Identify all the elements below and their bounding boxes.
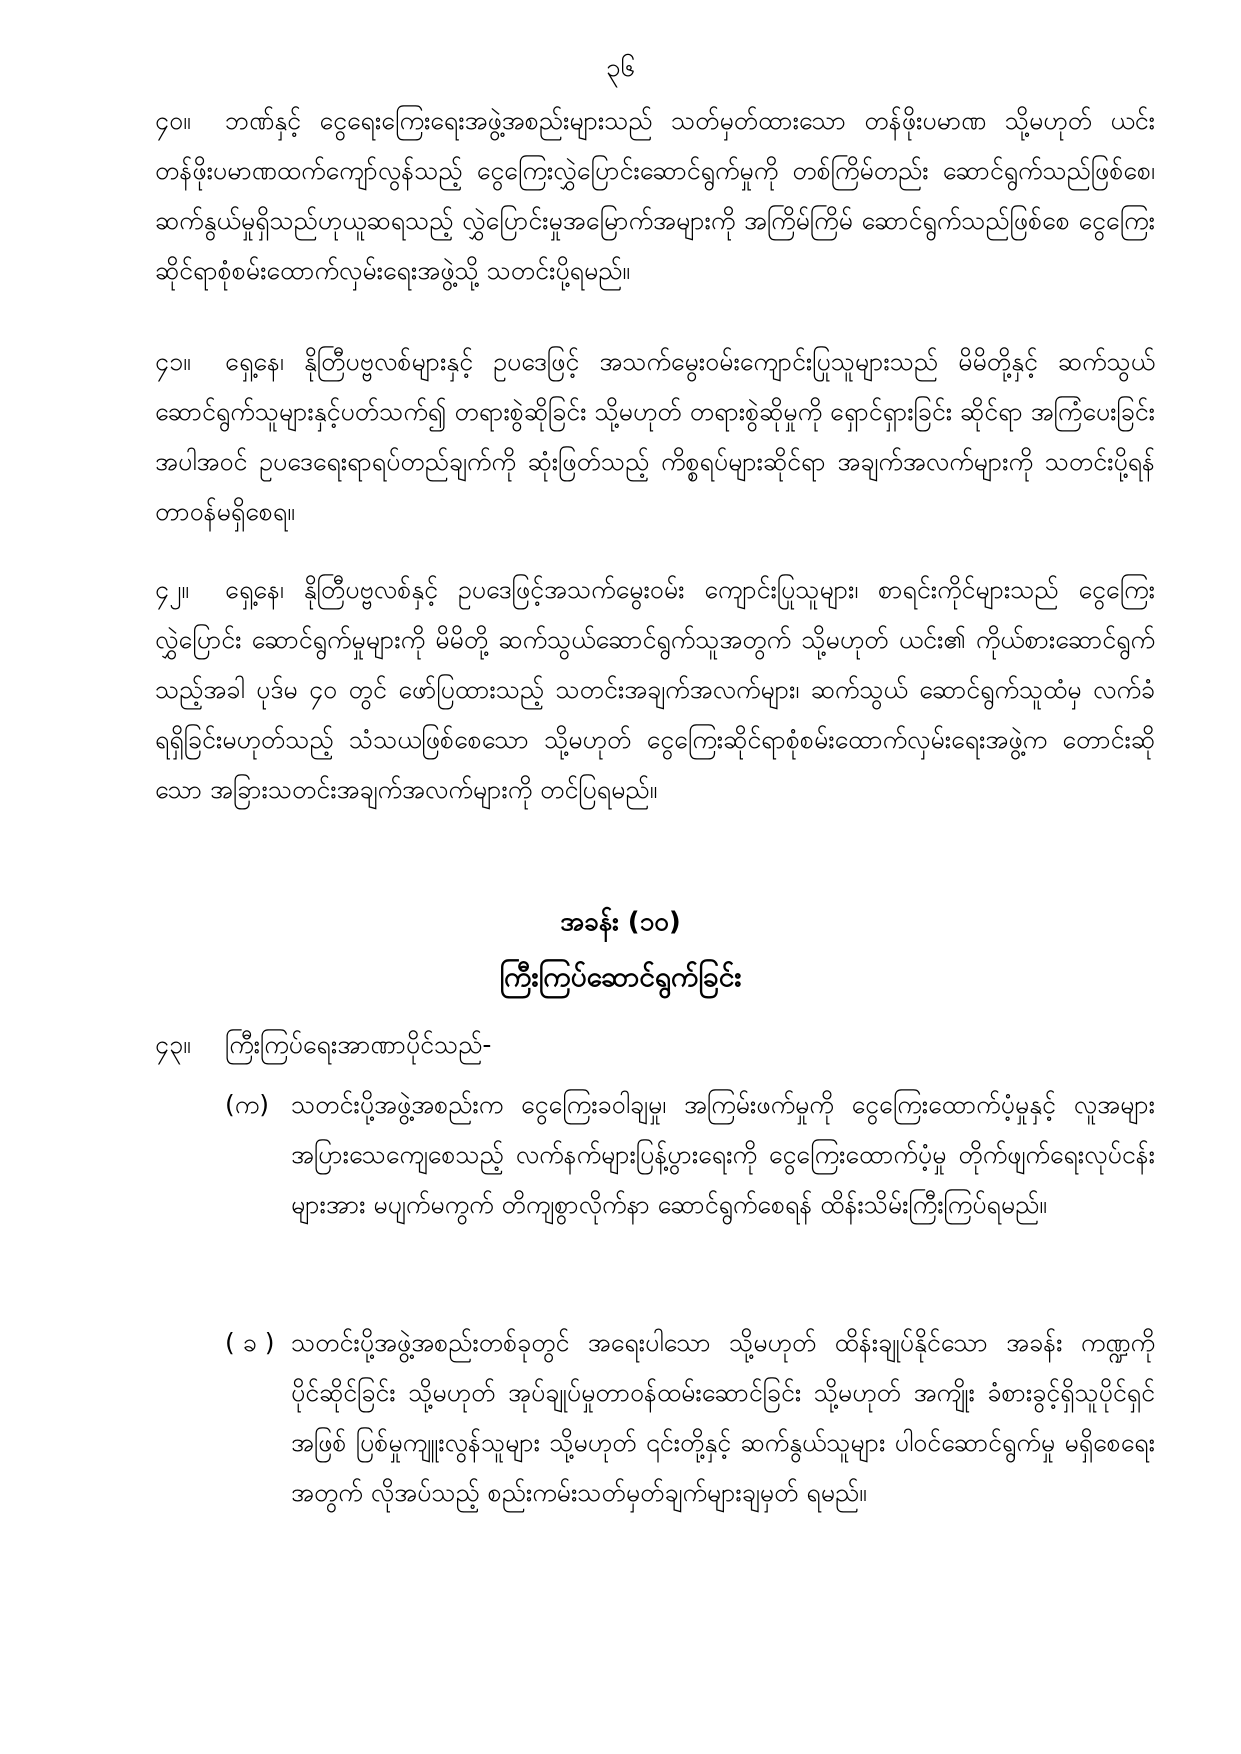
sub-item-kha xyxy=(225,1318,1155,1518)
paragraph-41 xyxy=(155,337,1155,537)
chapter-title: အခန်း (၁၀) xyxy=(560,907,681,937)
sub-item-ka xyxy=(225,1080,1155,1230)
paragraph-number: ၄၃။ xyxy=(155,1030,191,1059)
paragraph-text: ရှေ့နေ၊ နိုတြီပဗ္ဗလစ်နှင့် ဥပဒေဖြင့်အသက်မွေးဝမ်း ကျောင်းပြုသူများ၊ စာရင်းကိုင်များသည် ငွေကြေးလွှဲပြောင်း ဆောင်ရွက်မှုများကို မိမိတို့ ဆက်သွယ်ဆောင်ရွက်သူအတွက် သို့မဟုတ် ယင်း၏ ကိုယ်စားဆောင်ရွက်သည့်အခါ ပုဒ်မ ၄၀ တွင် ဖော်ပြထားသည့် သတင်းအချက်အလက်များ၊ ဆက်သွယ် ဆောင်ရွက်သူထံမှ လက်ခံရရှိခြင်းမဟုတ်သည့် သံသယဖြစ်စေသော သို့မဟုတ် ငွေကြေးဆိုင်ရာစုံစမ်းထောက်လှမ်းရေးအဖွဲ့က တောင်းဆိုသော အခြားသတင်းအချက်အလက်များကို တင်ပြရမည်။ xyxy=(155,575,1155,804)
sub-item-text: သတင်းပို့အဖွဲ့အစည်းတစ်ခုတွင် အရေးပါသော သို့မဟုတ် ထိန်းချုပ်နိုင်သော အခန်း ကဏ္ဍကိုပိုင်ဆိုင်ခြင်း သို့မဟုတ် အုပ်ချုပ်မှုတာဝန်ထမ်းဆောင်ခြင်း သို့မဟုတ် အကျိုး ခံစားခွင့်ရှိသူပိုင်ရှင်အဖြစ် ပြစ်မှုကျူးလွန်သူများ သို့မဟုတ် ၎င်းတို့နှင့် ဆက်နွယ်သူများ ပါဝင်ဆောင်ရွက်မှု မရှိစေရေးအတွက် လိုအပ်သည့် စည်းကမ်းသတ်မှတ်ချက်များချမှတ် ရမည်။ xyxy=(291,1328,1155,1507)
paragraph-number: ၄၁။ xyxy=(155,347,191,376)
paragraph-text: ရှေ့နေ၊ နိုတြီပဗ္ဗလစ်များနှင့် ဥပဒေဖြင့် အသက်မွေးဝမ်းကျောင်းပြုသူများသည် မိမိတို့နှင့် ဆက်သွယ်ဆောင်ရွက်သူများနှင့်ပတ်သက်၍ တရားစွဲဆိုခြင်း သို့မဟုတ် တရားစွဲဆိုမှုကို ရှောင်ရှားခြင်း ဆိုင်ရာ အကြံပေးခြင်းအပါအဝင် ဥပဒေရေးရာရပ်တည်ချက်ကို ဆုံးဖြတ်သည့် ကိစ္စရပ်များဆိုင်ရာ အချက်အလက်များကို သတင်းပို့ရန် တာဝန်မရှိစေရ။ xyxy=(155,347,1155,526)
paragraph-42 xyxy=(155,565,1155,815)
paragraph-number: ၄၀။ xyxy=(155,106,191,135)
paragraph-text: ဘဏ်နှင့် ငွေရေးကြေးရေးအဖွဲ့အစည်းများသည် သတ်မှတ်ထားသော တန်ဖိုးပမာဏ သို့မဟုတ် ယင်းတန်ဖိုးပမာဏထက်ကျော်လွန်သည့် ငွေကြေးလွှဲပြောင်းဆောင်ရွက်မှုကို တစ်ကြိမ်တည်း ဆောင်ရွက်သည်ဖြစ်စေ၊ ဆက်နွယ်မှုရှိသည်ဟုယူဆရသည့် လွှဲပြောင်းမှုအမြောက်အများကို အကြိမ်ကြိမ် ဆောင်ရွက်သည်ဖြစ်စေ ငွေကြေးဆိုင်ရာစုံစမ်းထောက်လှမ်းရေးအဖွဲ့သို့ သတင်းပို့ရမည်။ xyxy=(155,106,1155,285)
section-43-intro xyxy=(155,1020,1155,1070)
paragraph-40 xyxy=(155,96,1155,296)
chapter-subtitle: ကြီးကြပ်ဆောင်ရွက်ခြင်း xyxy=(499,960,742,993)
sub-item-label: ( ခ ) xyxy=(225,1328,275,1357)
page-number: ၃၆ xyxy=(605,53,636,83)
paragraph-number: ၄၂။ xyxy=(155,575,189,604)
sub-item-text: သတင်းပို့အဖွဲ့အစည်းက ငွေကြေးခဝါချမှု၊ အကြမ်းဖက်မှုကို ငွေကြေးထောက်ပံ့မှုနှင့် လူအများအပြားသေကျေစေသည့် လက်နက်များပြန့်ပွားရေးကို ငွေကြေးထောက်ပံ့မှု တိုက်ဖျက်ရေးလုပ်ငန်းများအား မပျက်မကွက် တိကျစွာလိုက်နာ ဆောင်ရွက်စေရန် ထိန်းသိမ်းကြီးကြပ်ရမည်။ xyxy=(291,1090,1155,1219)
section-intro-text: ကြီးကြပ်ရေးအာဏာပိုင်သည်- xyxy=(225,1030,492,1059)
sub-item-label: (က) xyxy=(225,1090,269,1119)
